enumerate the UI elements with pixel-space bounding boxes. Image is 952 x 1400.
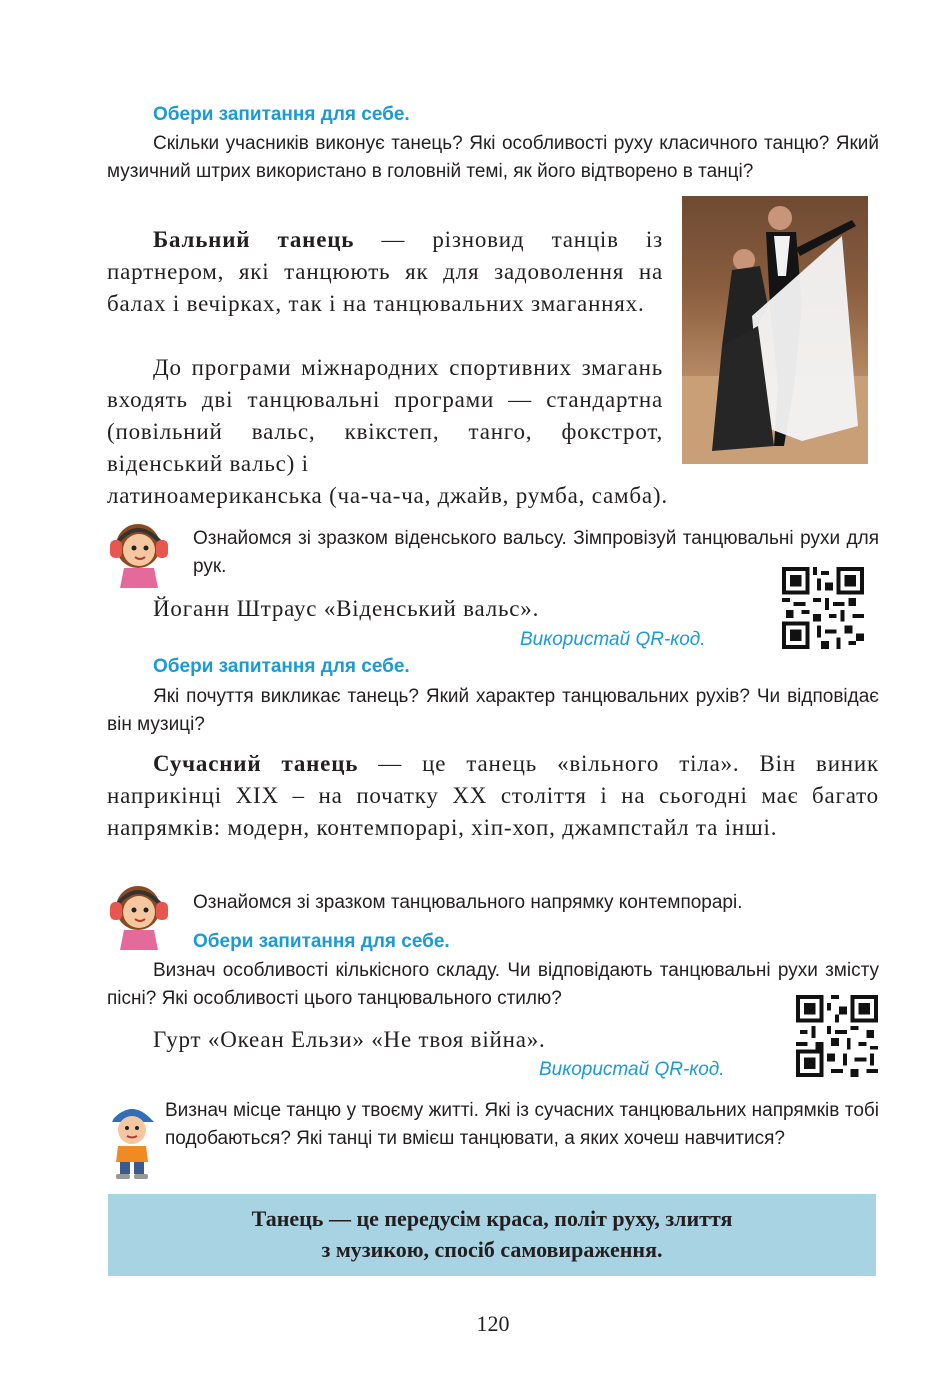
girl-headphones-icon (104, 516, 174, 588)
music-work-1: Йоганн Штраус «Віденський вальс». (153, 596, 540, 621)
summary-banner (108, 1194, 876, 1276)
questions-1: Скільки учасників виконує танець? Які особливості руху класичного танцю? Який музичний штрих використано в головній темі, як його відтворено в танці? (107, 133, 879, 182)
ballroom-term: Бальний танець (153, 227, 355, 252)
modern-term: Сучасний танець (153, 751, 359, 776)
qr-hint-2: Використай QR-код. (539, 1059, 725, 1080)
questions-3: Визнач особливості кількісного складу. Чи відповідають танцювальні рухи змісту пісні? Які особливості цього танцювального стилю? (107, 960, 879, 1009)
qr-code[interactable] (796, 995, 878, 1077)
ballroom-programs-a: До програми міжнародних спортивних змагань входять дві танцювальні програми — стандартна (повільний вальс, квікстеп, танго, фокстрот, віденський вальс) і (107, 355, 663, 476)
page-number: 120 (476, 1311, 510, 1336)
ballroom-definition-text: — різновид танців із партнером, які танцюють як для задоволення на балах і вечірках, так і на танцювальних змаганнях. (107, 227, 664, 316)
modern-definition (107, 748, 879, 844)
qr-hint-1: Використай QR-код. (520, 629, 706, 650)
ballroom-programs-b: латиноамериканська (ча-ча-ча, джайв, румба, самба). (107, 483, 668, 508)
girl-headphones-icon (104, 878, 174, 950)
reflection-text: Визнач місце танцю у твоєму житті. Які із сучасних танцювальних напрямків тобі подобаються? Які танці ти вмієш танцювати, а яких хочеш навчитися? (165, 1100, 879, 1149)
section-heading-3: Обери запитання для себе. (193, 931, 450, 952)
section-heading-1: Обери запитання для себе. (153, 104, 410, 125)
boy-cap-icon (106, 1100, 158, 1180)
ballroom-dance-photo (682, 196, 868, 464)
banner-line-1: Танець — це передусім краса, політ руху, злиття (251, 1206, 733, 1231)
listen-instruction-1: Ознайомся зі зразком віденського вальсу. Зімпровізуй танцювальні рухи для рук. (193, 528, 879, 577)
listen-instruction-2: Ознайомся зі зразком танцювального напрямку контемпорарі. (193, 892, 743, 913)
ballroom-definition (107, 224, 663, 320)
banner-line-2: з музикою, спосіб самовираження. (321, 1237, 663, 1262)
section-heading-2: Обери запитання для себе. (153, 656, 410, 677)
music-work-2: Гурт «Океан Ельзи» «Не твоя війна». (153, 1027, 546, 1052)
qr-code[interactable] (782, 567, 864, 649)
questions-2: Які почуття викликає танець? Який характер танцювальних рухів? Чи відповідає він музиці? (107, 686, 879, 735)
modern-definition-text: — це танець «вільного тіла». Він виник наприкінці XIX – на початку XX століття і на сьогодні має багато напрямків: модерн, контемпорарі, хіп-хоп, джампстайл та інші. (107, 751, 879, 840)
